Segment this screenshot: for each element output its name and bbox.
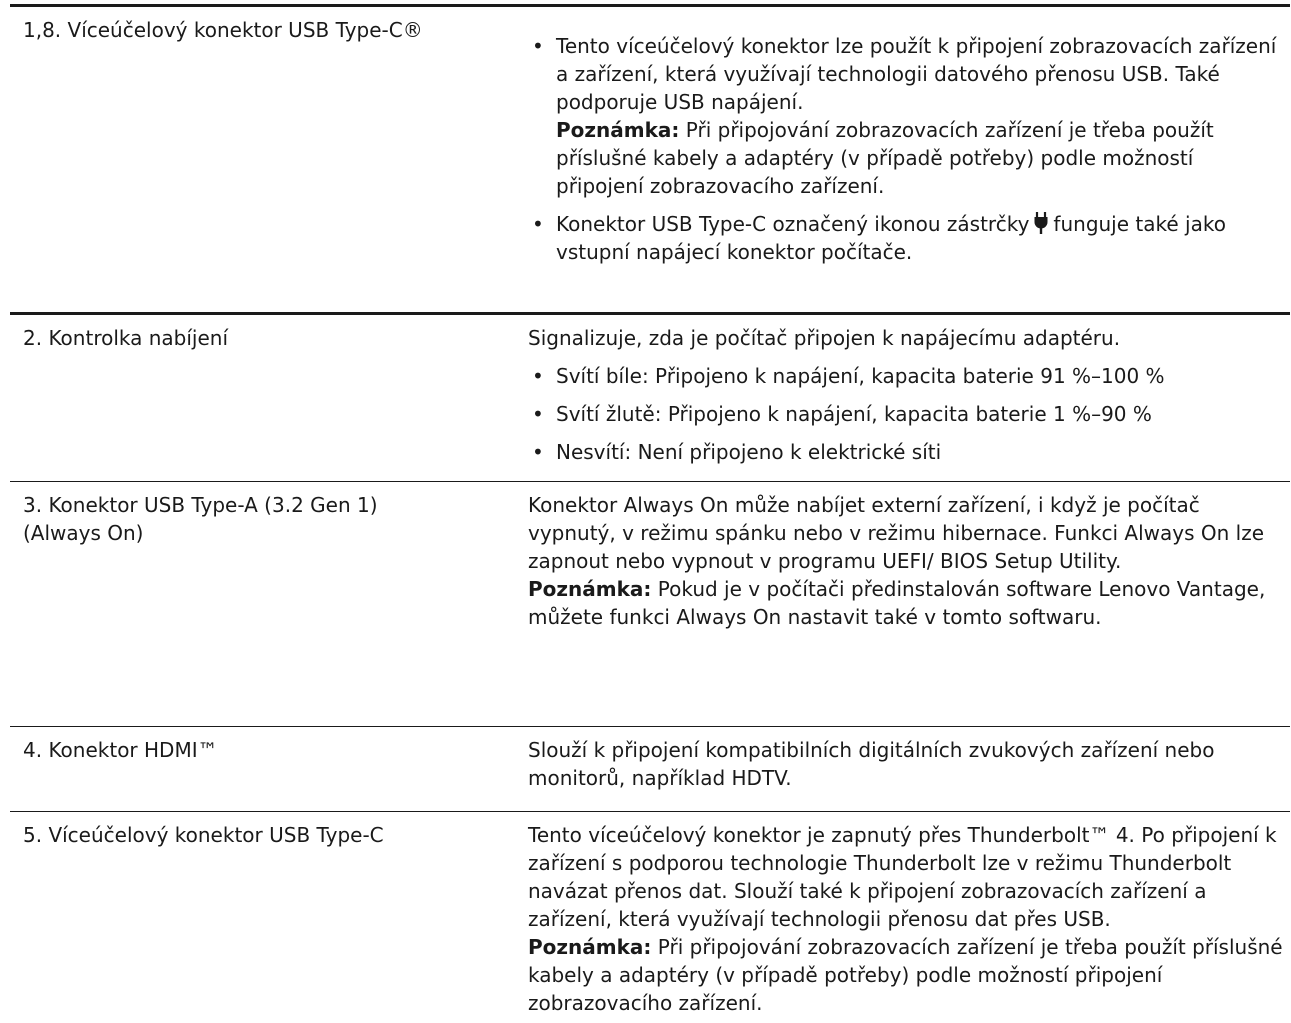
note <box>528 575 1286 631</box>
note <box>556 116 1286 200</box>
note-label: Poznámka: <box>556 118 680 142</box>
table-row <box>10 312 1290 483</box>
note-label: Poznámka: <box>528 935 652 959</box>
connector-name <box>23 491 523 547</box>
list-item: • Svítí žlutě: Připojeno k napájení, kapacita baterie 1 %–90 % <box>528 400 1286 428</box>
bullet-text-before: Konektor USB Type-C označený ikonou zástrčky <box>556 212 1030 236</box>
note <box>528 933 1286 1017</box>
table-row <box>10 4 1290 307</box>
connector-description <box>528 491 1286 631</box>
connector-name: 5. Víceúčelový konektor USB Type-C <box>23 823 384 847</box>
table-row <box>10 481 1290 726</box>
bullet-list <box>528 32 1286 266</box>
connector-description <box>528 32 1286 266</box>
bullet-text: • Tento víceúčelový konektor lze použít k připojení zobrazovacích zařízení a zařízení, která využívají technologii datového přenosu USB. Také podporuje USB napájení. <box>556 34 1277 114</box>
connector-name: 1,8. Víceúčelový konektor USB Type-C® <box>23 18 423 42</box>
table-row <box>10 726 1290 811</box>
bullet-text-after: funguje také jako vstupní napájecí konektor počítače. <box>556 212 1226 264</box>
bullet-list <box>528 362 1286 466</box>
connector-description <box>528 324 1286 466</box>
description-text: Tento víceúčelový konektor je zapnutý přes Thunderbolt™ 4. Po připojení k zařízení s podporou technologie Thunderbolt lze v režimu Thunderbolt navázat přenos dat. Slouží také k připojení zobrazovacích zařízení a zařízení, která využívají technologii přenosu dat přes USB. <box>528 823 1277 931</box>
connector-name-line: (Always On) <box>23 521 144 545</box>
connector-name-line: 3. Konektor USB Type-A (3.2 Gen 1) <box>23 493 378 517</box>
connector-name: 4. Konektor HDMI™ <box>23 738 218 762</box>
connector-description <box>528 821 1286 1017</box>
note-text: Pokud je v počítači předinstalován software Lenovo Vantage, můžete funkci Always On nastavit také v tomto softwaru. <box>528 577 1266 629</box>
list-item <box>528 32 1286 200</box>
description-text: Konektor Always On může nabíjet externí zařízení, i když je počítač vypnutý, v režimu spánku nebo v režimu hibernace. Funkci Always On lze zapnout nebo vypnout v programu UEFI/ BIOS Setup Utility. <box>528 493 1265 573</box>
list-item: • Svítí bíle: Připojeno k napájení, kapacita baterie 91 %–100 % <box>528 362 1286 390</box>
note-text: Při připojování zobrazovacích zařízení je třeba použít příslušné kabely a adaptéry (v případě potřeby) podle možností připojení zobrazovacího zařízení. <box>528 935 1283 1015</box>
note-label: Poznámka: <box>528 577 652 601</box>
intro-text: Signalizuje, zda je počítač připojen k napájecímu adaptéru. <box>528 326 1121 350</box>
list-item: • Nesvítí: Není připojeno k elektrické síti <box>528 438 1286 466</box>
table-row <box>10 811 1290 1022</box>
connector-name: 2. Kontrolka nabíjení <box>23 326 229 350</box>
connector-description <box>528 736 1286 792</box>
description-text: Slouží k připojení kompatibilních digitálních zvukových zařízení nebo monitorů, například HDTV. <box>528 738 1215 790</box>
power-plug-icon <box>1033 211 1049 235</box>
note-text: Při připojování zobrazovacích zařízení je třeba použít příslušné kabely a adaptéry (v případě potřeby) podle možností připojení zobrazovacího zařízení. <box>556 118 1214 198</box>
list-item <box>528 210 1286 266</box>
